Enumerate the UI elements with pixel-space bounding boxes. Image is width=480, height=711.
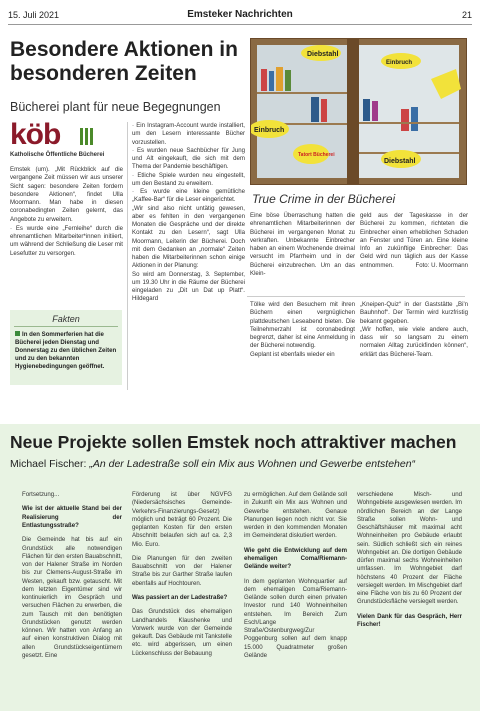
- paragraph: Die Planungen für den zweiten Bauabschnitt von der Halener Straße bis zur Garther Straße laufen ebenfalls auf Hochtouren.: [132, 554, 232, 587]
- paragraph: „Kneipen-Quiz“ in der Gaststätte „Bi'n Bauhnhof“. Der Termin wird kurzfristig bekannt gegeben.: [360, 301, 468, 325]
- logo-subtitle: Katholische Öffentliche Bücherei: [10, 152, 105, 158]
- paragraph: Das Grundstück des ehemaligen Landhandels Klaushenke und Vorwerk wurde von der Gemeinde gekauft. Das Gebäude mit Tankstelle etc. wird abgerissen, um einen Lückenschluss der Bebauung: [132, 608, 232, 657]
- article2-column-4: [357, 485, 462, 633]
- facts-title: Fakten: [52, 314, 80, 324]
- paragraph: · Es wurde eine „Fernleihe“ durch die ehrenamtlichen Mitarbeiter*innen initiiert, um während der Schließung die Leser mit Lesefutter zu versorgen.: [10, 224, 123, 257]
- paragraph: verschiedene Misch- und Wohngebiete ausgewiesen werden. Im nördlichen Bereich an der Lange Straße sollen Wohn- und Geschäftshäuser mit maximal acht Wohneinheiten pro Gebäude erlaubt sein. Südlich schließt sich ein reines Wohngebiet an. Die dortigen Gebäude dürfen maximal sechs Wohneinheiten umfassen. Im Wohngebiet darf höchstens 40 Prozent der Fläche versiegelt werden. Im Mischgebiet darf eine Fläche von bis zu 60 Prozent der Grundstücksfläche versiegelt werden.: [357, 491, 462, 606]
- photo-label: Diebstahl: [384, 158, 416, 165]
- photo-label: Einbruch: [254, 127, 285, 134]
- article-photo: [250, 38, 467, 185]
- paragraph: Wie geht die Entwicklung auf dem ehemaligen Coma/Riemann-Gelände weiter?: [244, 546, 347, 571]
- photo-credit: Foto: U. Moormann: [415, 261, 468, 269]
- facts-box: [10, 310, 122, 385]
- paragraph: In dem geplanten Wohnquartier auf dem ehemaligen Coma/Riemann-Gelände sollen durch einen privaten Investor rund 140 Wohneinheiten entstehen. Im Bereich Zum Esch/Lange Straße/Ostenburgweg/Zur Poggenburg sollen auf dem knapp 15.000 Quadratmeter großen Gelände: [244, 577, 347, 659]
- article1-column-1: [10, 166, 123, 258]
- divider: [14, 326, 118, 327]
- article2-headline: Neue Projekte sollen Emstek noch attraktiver machen: [10, 432, 457, 452]
- paragraph: So wird am Donnerstag, 3. September, um 19.30 Uhr in die Räume der Bücherei eingeladen zu „Dit un Dat up Platt“. Hildegard: [132, 270, 245, 303]
- article1-column-3: [250, 212, 355, 278]
- photo-label: Diebstahl: [307, 51, 339, 58]
- newspaper-title: Emsteker Nachrichten: [187, 9, 293, 20]
- paragraph: Emstek (um). „Mit Rückblick auf die vergangene Zeit müssen wir aus unserer Sicht sagen: besondere Zeiten fordern besondere Aktionen“, findet Ulla Moormann. Man habe in diesen coronabedingten Zeiten gelernt, das Angebote zu erweitern.: [10, 166, 123, 223]
- paragraph: Die Gemeinde hat bis auf ein Grundstück alle notwendigen Flächen für den ersten Bauabschnitt, von der Halener Straße im Norden bis zur Clemens-August-Straße im Westen, gekauft bzw. getauscht. Mit dem letzten Eigentümer sind wir kontinuierlich im Gespräch und versuchen Flächen zu erwerben, die zum Tausch mit den benötigten Grundstücken genutzt werden können. Wir hatten von Anfang an auf einen konstruktiven Dialog mit allen Grundstückseigentümern gesetzt. Eine: [22, 536, 122, 659]
- article2-author: Michael Fischer:: [10, 458, 87, 470]
- page-number: 21: [461, 10, 472, 20]
- photo-caption: True Crime in der Bücherei: [252, 192, 396, 206]
- photo-label: Einbruch: [386, 60, 413, 66]
- paragraph: Eine böse Überraschung hatten die ehrenamtlichen Mitarbeiterinnen der Bücherei im vergangenen Monat zu verkraften. Unbekannte Einbrecher haben an einem Wochenende dreimal versucht im Pfarrheim und in der Bücherei einzubrechen. Um an das Klein-: [250, 212, 355, 277]
- article2-subheadline: [10, 458, 415, 470]
- article1-column-6: [360, 301, 468, 359]
- paragraph: Wie ist der aktuelle Stand bei der Realisierung der Entlastungsstraße?: [22, 505, 122, 529]
- article2-column-3: [244, 485, 347, 666]
- article1-column-5: [250, 301, 355, 359]
- paragraph: „Wir sind also nicht untätig gewesen, aber es fehlten in den vergangenen Monaten die Gespräche und der direkte Kontakt zu den Lesern“, sagt Ulla Moormann, Leiterin der Bücherei. Doch mit dem Gedanken an „normale“ Zeiten haben die Mitarbeiterinnen schon einige Aktionen in der Planung:: [132, 204, 245, 270]
- photo-label: Tatort Bücherei: [298, 152, 335, 158]
- paragraph: geld aus der Tageskasse in der Bücherei zu kommen, richteten die Einbrecher einen erheblichen Schaden an Fenster und Türen an. Eine kleine Info an zukünftige Einbrecher: Das Geld wird nun täglich aus der Kasse entnommen. Foto: U. Moormann: [360, 212, 468, 269]
- paragraph: Vielen Dank für das Gespräch, Herr Fischer!: [357, 612, 462, 628]
- article1-column-2: [132, 122, 245, 304]
- paragraph: Geplant ist ebenfalls wieder ein: [250, 350, 335, 358]
- paragraph: Förderung ist über NGVFG (Niedersächsisches Gemeinde-Verkehrs-Finanzierungs-Gesetz) möglich und beträgt 60 Prozent. Die geplanten Kosten für den ersten Abschnitt belaufen sich auf ca. 2,3 Mio. Euro.: [132, 491, 232, 548]
- article-subheadline: Bücherei plant für neue Begegnungen: [10, 100, 221, 114]
- logo-bars-icon: [80, 128, 95, 150]
- issue-date: 15. Juli 2021: [8, 10, 60, 20]
- koeb-logo: [10, 120, 130, 164]
- paragraph: · Etliche Spiele wurden neu eingestellt, um den Bestand zu erweitern.: [132, 171, 245, 187]
- article1-column-4: [360, 212, 468, 270]
- paragraph: · Es wurde eine kleine gemütliche „Kaffee-Bar“ für die Leser eingerichtet.: [132, 188, 245, 204]
- paragraph: Fortsetzung...: [22, 491, 60, 499]
- logo-mark: köb: [10, 118, 61, 151]
- column-divider: [127, 122, 128, 390]
- article2-column-1: [22, 485, 122, 666]
- page-header: [8, 6, 472, 25]
- paragraph: Tölke wird den Besuchern mit ihren Büchern einen vergnüglichen plattdeutschen Leseabend bieten. Die Teilnehmerzahl ist coronabedingt begrenzt, daher ist eine Anmeldung in der Bücherei notwendig.: [250, 301, 355, 350]
- paragraph: · Es wurden neue Sachbücher für Jung und Alt eingekauft, die sich mit dem Thema der Pandemie beschäftigen.: [132, 146, 245, 171]
- bullet-icon: [15, 331, 20, 336]
- divider: [247, 296, 465, 297]
- paragraph: Was passiert an der Ladestraße?: [132, 594, 228, 602]
- bookshelf-window-image: [251, 39, 466, 184]
- article2-quote: „An der Ladestraße soll ein Mix aus Wohnen und Gewerbe entstehen“: [89, 458, 416, 470]
- paragraph: „Wir hoffen, wie viele andere auch, dass wir so langsam zu einem normalen Alltag zurückfinden können“, erklärt das Bücherei-Team.: [360, 325, 468, 358]
- article-headline: Besondere Aktionen in besonderen Zeiten: [10, 38, 238, 85]
- paragraph: · Ein Instagram-Account wurde installiert, um den Lesern interessante Bücher vorzustellen.: [132, 122, 245, 146]
- paragraph: zu ermöglichen. Auf dem Gelände soll in Zukunft ein Mix aus Wohnen und Gewerbe entstehen. Genaue Planungen liegen noch nicht vor. Sie werden in den kommenden Monaten im Gemeinderat diskutiert werden.: [244, 491, 347, 540]
- article2-column-2: [132, 485, 232, 664]
- facts-text: In den Sommerferien hat die Bücherei jeden Dienstag und Donnerstag zu den üblichen Zeiten und zu den bekannten Hygienebedingungen geöffnet.: [15, 331, 117, 370]
